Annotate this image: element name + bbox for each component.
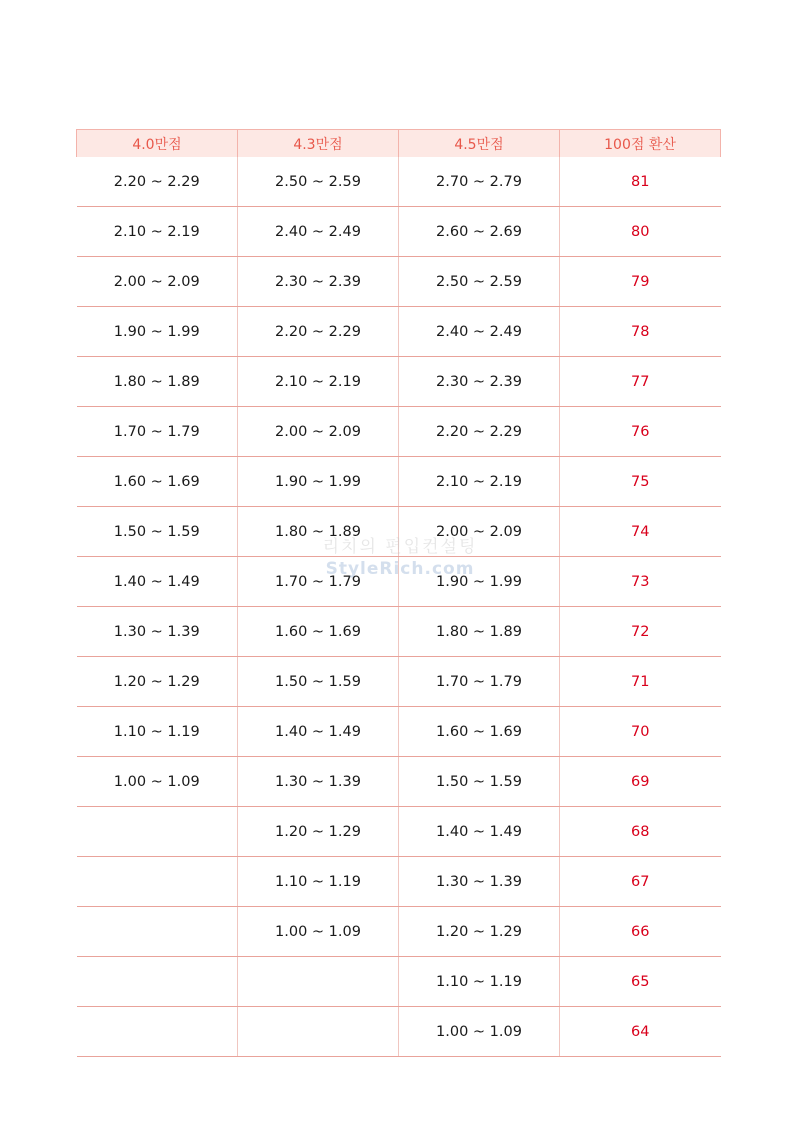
- header-100-point: 100점 환산: [560, 130, 721, 158]
- cell-4-5-range: 1.30 ~ 1.39: [399, 857, 560, 907]
- cell-100-score: 74: [560, 507, 721, 557]
- cell-100-score: 72: [560, 607, 721, 657]
- cell-4-3-range: 1.00 ~ 1.09: [238, 907, 399, 957]
- table-row: [77, 307, 721, 357]
- table-row: [77, 757, 721, 807]
- cell-4-3-range: 2.00 ~ 2.09: [238, 407, 399, 457]
- cell-4-5-range: 1.40 ~ 1.49: [399, 807, 560, 857]
- table-row: [77, 507, 721, 557]
- table-row: [77, 957, 721, 1007]
- cell-4-5-range: 1.90 ~ 1.99: [399, 557, 560, 607]
- cell-4-5-range: 2.60 ~ 2.69: [399, 207, 560, 257]
- cell-4-0-range: 1.50 ~ 1.59: [77, 507, 238, 557]
- cell-4-3-range: 1.40 ~ 1.49: [238, 707, 399, 757]
- table-row: [77, 157, 721, 207]
- cell-4-0-range: [77, 957, 238, 1007]
- cell-4-5-range: 1.70 ~ 1.79: [399, 657, 560, 707]
- cell-4-5-range: 2.30 ~ 2.39: [399, 357, 560, 407]
- cell-4-3-range: 1.20 ~ 1.29: [238, 807, 399, 857]
- cell-4-3-range: 1.60 ~ 1.69: [238, 607, 399, 657]
- cell-4-3-range: 1.80 ~ 1.89: [238, 507, 399, 557]
- header-row: [77, 130, 721, 158]
- cell-4-5-range: 1.10 ~ 1.19: [399, 957, 560, 1007]
- table-row: [77, 907, 721, 957]
- cell-100-score: 75: [560, 457, 721, 507]
- cell-4-5-range: 2.00 ~ 2.09: [399, 507, 560, 557]
- cell-100-score: 68: [560, 807, 721, 857]
- cell-100-score: 81: [560, 157, 721, 207]
- cell-4-0-range: 1.20 ~ 1.29: [77, 657, 238, 707]
- cell-4-3-range: 2.50 ~ 2.59: [238, 157, 399, 207]
- cell-100-score: 80: [560, 207, 721, 257]
- cell-100-score: 65: [560, 957, 721, 1007]
- table-row: [77, 207, 721, 257]
- cell-4-5-range: 1.20 ~ 1.29: [399, 907, 560, 957]
- cell-100-score: 73: [560, 557, 721, 607]
- header-4-0-scale: 4.0만점: [77, 130, 238, 158]
- cell-100-score: 79: [560, 257, 721, 307]
- cell-4-5-range: 1.00 ~ 1.09: [399, 1007, 560, 1057]
- cell-4-3-range: 2.40 ~ 2.49: [238, 207, 399, 257]
- table-row: [77, 857, 721, 907]
- cell-100-score: 71: [560, 657, 721, 707]
- watermark-url: StyleRich.com: [325, 559, 475, 579]
- cell-4-0-range: 1.70 ~ 1.79: [77, 407, 238, 457]
- cell-4-5-range: 2.70 ~ 2.79: [399, 157, 560, 207]
- watermark-text: 리치의 편입컨설팅: [322, 537, 478, 557]
- cell-4-0-range: 2.10 ~ 2.19: [77, 207, 238, 257]
- cell-4-3-range: 2.30 ~ 2.39: [238, 257, 399, 307]
- cell-4-0-range: [77, 1007, 238, 1057]
- cell-4-0-range: 1.40 ~ 1.49: [77, 557, 238, 607]
- table-row: [77, 357, 721, 407]
- table-row: [77, 607, 721, 657]
- table-header: [77, 130, 721, 158]
- cell-4-3-range: 1.70 ~ 1.79: [238, 557, 399, 607]
- cell-100-score: 70: [560, 707, 721, 757]
- cell-4-5-range: 1.80 ~ 1.89: [399, 607, 560, 657]
- cell-100-score: 78: [560, 307, 721, 357]
- cell-4-0-range: [77, 907, 238, 957]
- cell-4-0-range: 2.00 ~ 2.09: [77, 257, 238, 307]
- header-4-5-scale: 4.5만점: [399, 130, 560, 158]
- cell-4-0-range: 1.60 ~ 1.69: [77, 457, 238, 507]
- cell-4-0-range: 1.80 ~ 1.89: [77, 357, 238, 407]
- cell-100-score: 64: [560, 1007, 721, 1057]
- cell-4-5-range: 2.40 ~ 2.49: [399, 307, 560, 357]
- cell-4-0-range: 1.00 ~ 1.09: [77, 757, 238, 807]
- table-body: [77, 157, 721, 1057]
- cell-4-3-range: 1.50 ~ 1.59: [238, 657, 399, 707]
- table-row: [77, 557, 721, 607]
- cell-4-5-range: 1.60 ~ 1.69: [399, 707, 560, 757]
- table-row: [77, 1007, 721, 1057]
- cell-4-3-range: 1.90 ~ 1.99: [238, 457, 399, 507]
- table-row: [77, 657, 721, 707]
- cell-4-0-range: 1.30 ~ 1.39: [77, 607, 238, 657]
- cell-4-5-range: 2.20 ~ 2.29: [399, 407, 560, 457]
- gpa-conversion-table: [76, 129, 721, 1057]
- cell-4-3-range: [238, 957, 399, 1007]
- cell-100-score: 67: [560, 857, 721, 907]
- cell-4-3-range: 1.10 ~ 1.19: [238, 857, 399, 907]
- cell-4-3-range: 2.10 ~ 2.19: [238, 357, 399, 407]
- cell-4-3-range: 2.20 ~ 2.29: [238, 307, 399, 357]
- cell-100-score: 66: [560, 907, 721, 957]
- cell-4-0-range: 1.10 ~ 1.19: [77, 707, 238, 757]
- table-row: [77, 407, 721, 457]
- table-row: [77, 457, 721, 507]
- table-row: [77, 707, 721, 757]
- cell-4-5-range: 1.50 ~ 1.59: [399, 757, 560, 807]
- cell-100-score: 77: [560, 357, 721, 407]
- cell-4-0-range: [77, 807, 238, 857]
- cell-4-0-range: [77, 857, 238, 907]
- cell-4-3-range: 1.30 ~ 1.39: [238, 757, 399, 807]
- cell-100-score: 69: [560, 757, 721, 807]
- table-row: [77, 257, 721, 307]
- table-row: [77, 807, 721, 857]
- cell-4-5-range: 2.10 ~ 2.19: [399, 457, 560, 507]
- cell-4-0-range: 1.90 ~ 1.99: [77, 307, 238, 357]
- header-4-3-scale: 4.3만점: [238, 130, 399, 158]
- cell-100-score: 76: [560, 407, 721, 457]
- cell-4-0-range: 2.20 ~ 2.29: [77, 157, 238, 207]
- cell-4-5-range: 2.50 ~ 2.59: [399, 257, 560, 307]
- cell-4-3-range: [238, 1007, 399, 1057]
